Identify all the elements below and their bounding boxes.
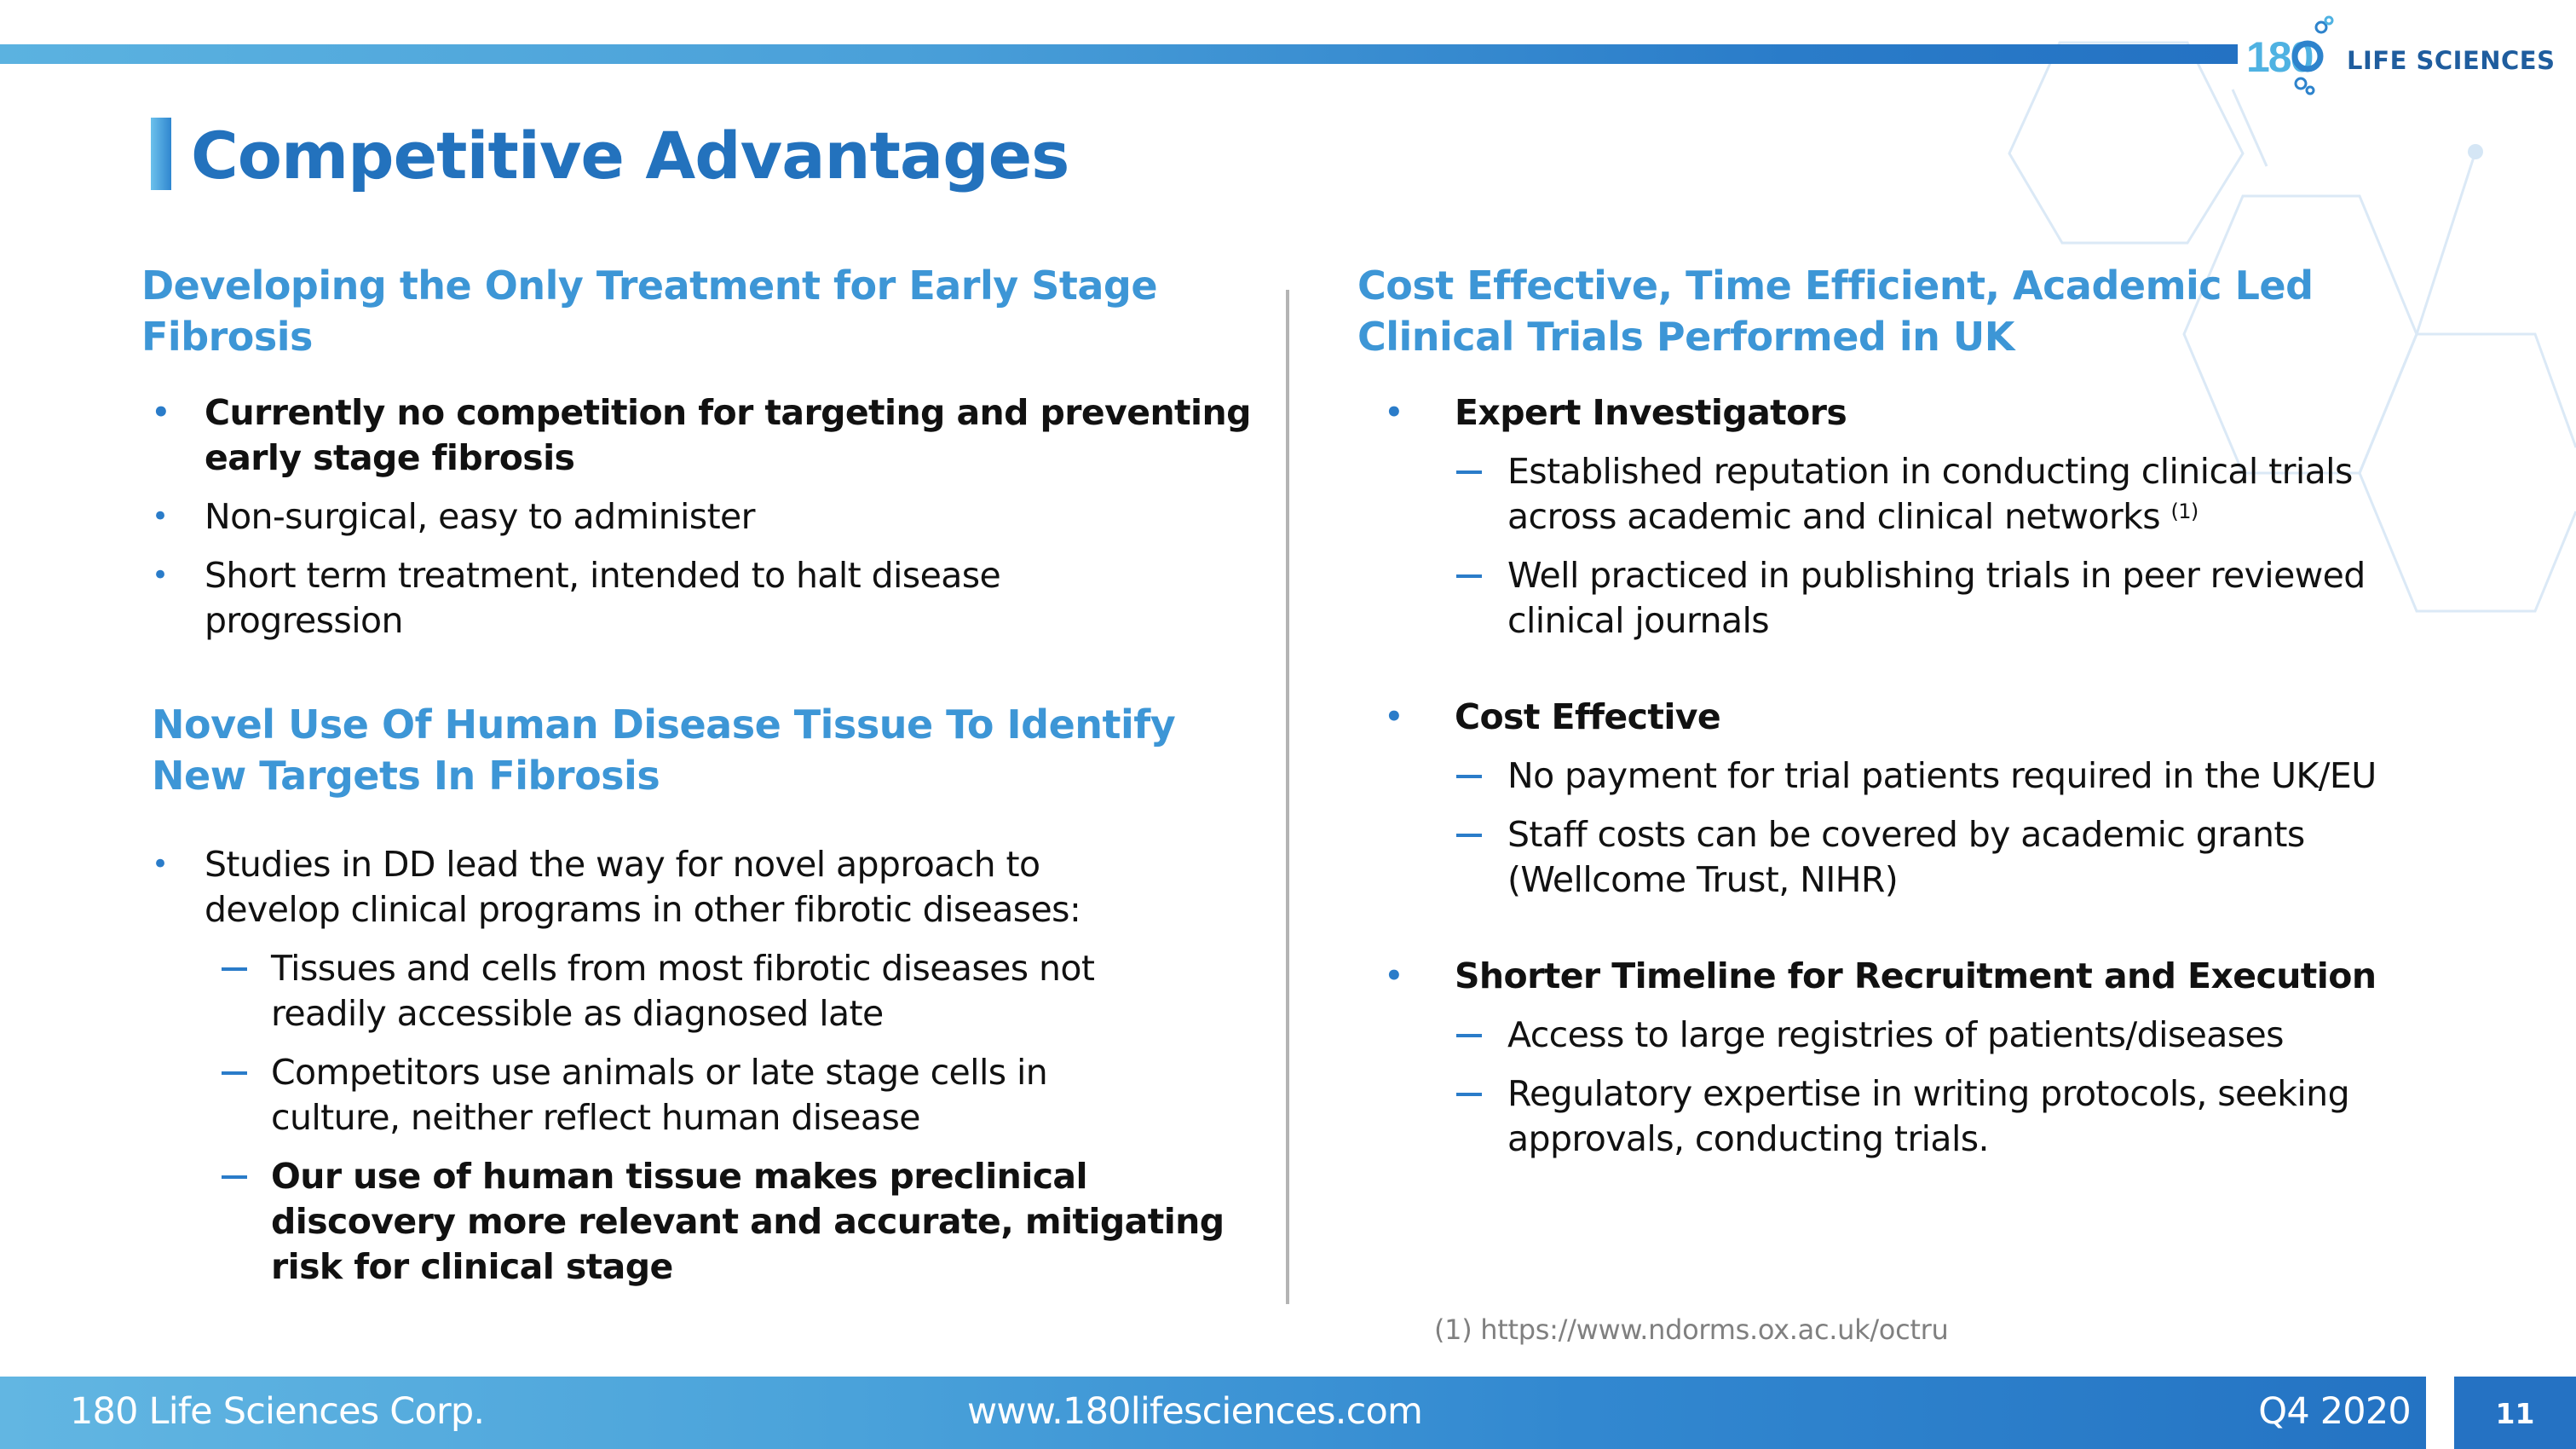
item-text: No payment for trial patients required in the UK/EU — [1507, 755, 2377, 796]
dash-bullet-icon — [1456, 1093, 1482, 1096]
dash-bullet-icon — [1456, 834, 1482, 837]
column-divider — [1286, 290, 1289, 1304]
early-stage-fibrosis-list — [152, 390, 1251, 644]
bullet-icon: • — [1385, 959, 1403, 993]
bullet-icon: • — [152, 847, 169, 881]
sub-list-item — [1385, 449, 2561, 540]
heading-line: Clinical Trials Performed in UK — [1357, 314, 2014, 360]
sub-list-item — [1385, 553, 2561, 644]
group-label: Expert Investigators — [1455, 392, 1847, 433]
page-title: Competitive Advantages — [191, 118, 1069, 193]
item-text: Established reputation in conducting clinical trials — [1507, 451, 2353, 492]
list-item — [152, 553, 1251, 644]
item-text: approvals, conducting trials. — [1507, 1118, 1989, 1159]
list-item-expert-investigators — [1385, 390, 2561, 436]
bullet-icon: • — [1385, 700, 1403, 734]
dash-bullet-icon — [222, 967, 247, 971]
item-text: culture, neither reflect human disease — [271, 1097, 920, 1138]
group-label: Shorter Timeline for Recruitment and Execution — [1455, 955, 2377, 996]
sub-list-item — [1385, 812, 2561, 903]
bullet-icon: • — [152, 499, 169, 534]
list-item — [152, 390, 1251, 481]
heading-line: Developing the Only Treatment for Early Stage — [141, 263, 1158, 309]
list-item — [152, 842, 1259, 932]
item-text: Short term treatment, intended to halt disease — [205, 555, 1001, 596]
sub-list-item — [1385, 1013, 2561, 1058]
item-text: clinical journals — [1507, 600, 1770, 641]
item-text: Tissues and cells from most fibrotic diseases not — [271, 948, 1095, 989]
footer-bar — [0, 1377, 2426, 1449]
item-text: Non-surgical, easy to administer — [205, 496, 755, 537]
item-text: readily accessible as diagnosed late — [271, 993, 884, 1034]
item-text: risk for clinical stage — [271, 1246, 673, 1287]
item-text-part: across academic and clinical networks — [1507, 496, 2161, 537]
dash-bullet-icon — [1456, 574, 1482, 578]
title-accent-marker — [151, 118, 171, 190]
dash-bullet-icon — [222, 1175, 247, 1179]
connector-dot — [2468, 144, 2483, 159]
list-item-cost-effective — [1385, 695, 2561, 740]
human-disease-tissue-list — [152, 842, 1259, 1290]
page-number-box — [2454, 1377, 2576, 1449]
dash-bullet-icon — [1456, 1034, 1482, 1037]
dash-bullet-icon — [1456, 470, 1482, 474]
item-text: Studies in DD lead the way for novel approach to — [205, 844, 1040, 885]
heading-line: Cost Effective, Time Efficient, Academic Led — [1357, 263, 2314, 309]
sub-list-item — [152, 946, 1259, 1036]
sub-list-item — [1385, 753, 2561, 799]
header-accent-bar — [0, 44, 2238, 64]
item-text: (Wellcome Trust, NIHR) — [1507, 859, 1899, 900]
section-heading-human-disease-tissue — [152, 699, 1242, 801]
heading-line: Novel Use Of Human Disease Tissue To Identify — [152, 701, 1176, 748]
footer-website-link[interactable]: www.180lifesciences.com — [967, 1390, 1423, 1433]
logo-number: 180 — [2246, 33, 2313, 81]
item-text: develop clinical programs in other fibrotic diseases: — [205, 889, 1081, 930]
company-logo — [2246, 15, 2562, 96]
heading-line: New Targets In Fibrosis — [152, 753, 660, 799]
connector-line — [2233, 89, 2267, 166]
section-heading-clinical-trials-uk — [1357, 260, 2465, 362]
section-heading-early-stage-fibrosis — [141, 260, 1232, 362]
item-text: discovery more relevant and accurate, mitigating — [271, 1201, 1225, 1242]
sub-list-item — [1385, 1071, 2561, 1162]
dash-bullet-icon — [1456, 775, 1482, 778]
footer-period: Q4 2020 — [2258, 1390, 2411, 1433]
item-text: Well practiced in publishing trials in peer reviewed — [1507, 555, 2366, 596]
footnote-reference: (1) — [2170, 499, 2199, 523]
item-text: Currently no competition for targeting and preventing — [205, 392, 1251, 433]
page-number: 11 — [2495, 1397, 2535, 1430]
item-text: Staff costs can be covered by academic grants — [1507, 814, 2305, 855]
footer-company: 180 Life Sciences Corp. — [70, 1390, 485, 1433]
bullet-icon: • — [1385, 395, 1403, 430]
footnote: (1) https://www.ndorms.ox.ac.uk/octru — [1434, 1313, 1949, 1346]
item-text: Competitors use animals or late stage cells in — [271, 1052, 1048, 1093]
item-text: early stage fibrosis — [205, 437, 575, 478]
group-label: Cost Effective — [1455, 696, 1721, 737]
logo-orbit-icon — [2284, 15, 2343, 96]
clinical-trials-list — [1385, 390, 2561, 1162]
heading-line: Fibrosis — [141, 314, 313, 360]
logo-wordmark: LIFE SCIENCES — [2347, 46, 2556, 75]
item-text — [1507, 494, 2561, 540]
bullet-icon: • — [152, 558, 169, 592]
bullet-icon: • — [152, 395, 170, 430]
sub-list-item — [152, 1154, 1259, 1290]
list-item-shorter-timeline — [1385, 954, 2561, 999]
item-text: Access to large registries of patients/diseases — [1507, 1014, 2284, 1055]
hexagon-shape — [2009, 43, 2243, 243]
item-text: Regulatory expertise in writing protocols, seeking — [1507, 1073, 2349, 1114]
sub-list-item — [152, 1050, 1259, 1140]
list-item — [152, 494, 1251, 540]
item-text: Our use of human tissue makes preclinical — [271, 1156, 1087, 1197]
dash-bullet-icon — [222, 1071, 247, 1075]
item-text: progression — [205, 600, 403, 641]
